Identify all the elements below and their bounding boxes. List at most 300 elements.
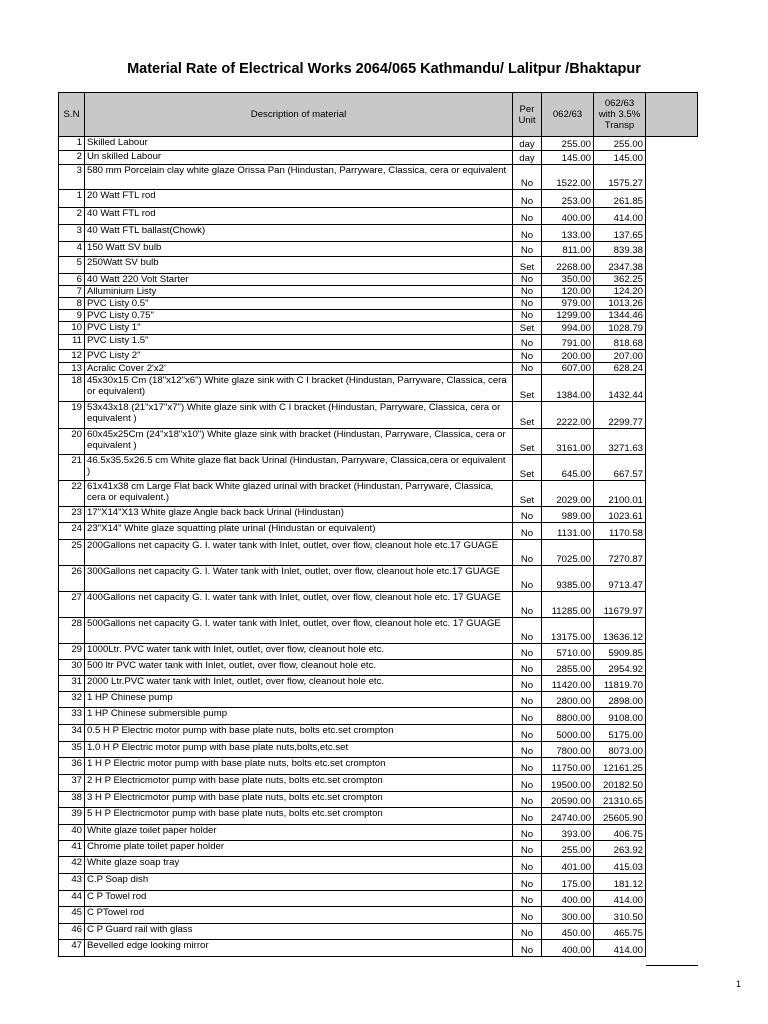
row-unit: No [513, 692, 542, 708]
row-blank [646, 566, 698, 592]
table-row [59, 841, 698, 857]
row-unit: No [513, 940, 542, 957]
row-description: 150 Watt SV bulb [85, 242, 513, 257]
table-row [59, 566, 698, 592]
row-blank [646, 692, 698, 708]
row-unit: No [513, 225, 542, 242]
row-rate: 400.00 [542, 940, 594, 957]
row-rate-transp: 9713.47 [594, 566, 646, 592]
table-row [59, 225, 698, 242]
row-unit: Set [513, 375, 542, 402]
table-row [59, 874, 698, 891]
row-rate: 3161.00 [542, 429, 594, 455]
row-description: 53x43x18 (21"x17"x7") White glaze sink with C I bracket (Hindustan, Parryware, Classica, cera or equivalent ) [85, 402, 513, 429]
row-blank [646, 242, 698, 257]
row-rate: 994.00 [542, 322, 594, 335]
row-description: 2000 Ltr.PVC water tank with Inlet, outlet, over flow, cleanout hole etc. [85, 676, 513, 692]
row-description: 500Gallons net capacity G. I. water tank with Inlet, outlet, over flow, cleanout hole etc. 17 GUAGE [85, 618, 513, 644]
row-description: 580 mm Porcelain clay white glaze Orissa Pan (Hindustan, Parryware, Classica, cera or equivalent [85, 165, 513, 190]
row-unit: No [513, 566, 542, 592]
row-unit: No [513, 335, 542, 350]
row-sn: 26 [59, 566, 85, 592]
table-row [59, 208, 698, 225]
row-sn: 47 [59, 940, 85, 957]
row-rate-transp: 1023.61 [594, 507, 646, 523]
table-row [59, 742, 698, 758]
table-row [59, 190, 698, 208]
row-rate-transp: 261.85 [594, 190, 646, 208]
row-blank [646, 775, 698, 792]
row-rate-transp: 839.38 [594, 242, 646, 257]
row-rate: 175.00 [542, 874, 594, 891]
table-row [59, 891, 698, 907]
row-sn: 12 [59, 350, 85, 363]
row-blank [646, 725, 698, 742]
row-description: PVC Listy 2" [85, 350, 513, 363]
row-blank [646, 940, 698, 957]
row-description: 20 Watt FTL rod [85, 190, 513, 208]
row-sn: 3 [59, 165, 85, 190]
row-sn: 1 [59, 190, 85, 208]
row-unit: Set [513, 429, 542, 455]
row-description: 3 H P Electricmotor pump with base plate nuts, bolts etc.set crompton [85, 792, 513, 808]
row-unit: No [513, 165, 542, 190]
row-sn: 34 [59, 725, 85, 742]
row-unit: No [513, 891, 542, 907]
row-unit: day [513, 151, 542, 165]
row-blank [646, 676, 698, 692]
row-description: PVC Listy 1.5" [85, 335, 513, 350]
row-rate: 393.00 [542, 825, 594, 841]
header-blank [646, 93, 698, 137]
row-sn: 24 [59, 523, 85, 540]
row-blank [646, 455, 698, 481]
row-rate: 791.00 [542, 335, 594, 350]
row-description: 500 ltr PVC water tank with Inlet, outlet, over flow, cleanout hole etc. [85, 660, 513, 676]
row-description: 46.5x35.5x26.5 cm White glaze flat back Urinal (Hindustan, Parryware, Classica,cera or equivalent ) [85, 455, 513, 481]
row-unit: No [513, 676, 542, 692]
row-description: C.P Soap dish [85, 874, 513, 891]
row-description: Chrome plate toilet paper holder [85, 841, 513, 857]
table-row [59, 540, 698, 566]
row-rate: 11750.00 [542, 758, 594, 775]
row-rate-transp: 5175.00 [594, 725, 646, 742]
row-sn: 18 [59, 375, 85, 402]
row-description: C P Guard rail with glass [85, 924, 513, 940]
row-blank [646, 592, 698, 618]
row-sn: 28 [59, 618, 85, 644]
row-rate: 120.00 [542, 286, 594, 298]
table-row [59, 825, 698, 841]
table-row [59, 402, 698, 429]
row-sn: 4 [59, 242, 85, 257]
table-row [59, 310, 698, 322]
row-rate-transp: 1344.46 [594, 310, 646, 322]
row-sn: 30 [59, 660, 85, 676]
row-sn: 36 [59, 758, 85, 775]
row-description: 250Watt SV bulb [85, 257, 513, 274]
row-sn: 7 [59, 286, 85, 298]
row-description: 40 Watt FTL ballast(Chowk) [85, 225, 513, 242]
row-rate: 1384.00 [542, 375, 594, 402]
row-unit: No [513, 274, 542, 286]
row-unit: No [513, 592, 542, 618]
row-sn: 39 [59, 808, 85, 825]
row-unit: No [513, 618, 542, 644]
row-description: C PTowel rod [85, 907, 513, 924]
row-rate: 253.00 [542, 190, 594, 208]
row-rate-transp: 1028.79 [594, 322, 646, 335]
row-blank [646, 808, 698, 825]
row-blank [646, 742, 698, 758]
row-rate-transp: 414.00 [594, 940, 646, 957]
row-rate-transp: 255.00 [594, 137, 646, 151]
row-description: Skilled Labour [85, 137, 513, 151]
row-blank [646, 190, 698, 208]
row-unit: No [513, 841, 542, 857]
row-blank [646, 758, 698, 775]
row-rate-transp: 628.24 [594, 363, 646, 375]
row-rate: 1299.00 [542, 310, 594, 322]
row-unit: No [513, 924, 542, 940]
row-blank [646, 924, 698, 940]
row-blank [646, 151, 698, 165]
row-rate: 5710.00 [542, 644, 594, 660]
row-blank [646, 350, 698, 363]
row-description: 400Gallons net capacity G. I. water tank with Inlet, outlet, over flow, cleanout hole etc. 17 GUAGE [85, 592, 513, 618]
row-rate: 350.00 [542, 274, 594, 286]
row-blank [646, 481, 698, 507]
header-description: Description of material [85, 93, 513, 137]
row-description: Alluminium Listy [85, 286, 513, 298]
row-sn: 11 [59, 335, 85, 350]
row-description: 1 HP Chinese submersible pump [85, 708, 513, 725]
row-unit: No [513, 523, 542, 540]
row-rate-transp: 2954.92 [594, 660, 646, 676]
row-rate-transp: 21310.65 [594, 792, 646, 808]
row-blank [646, 165, 698, 190]
row-rate: 1131.00 [542, 523, 594, 540]
row-rate-transp: 181.12 [594, 874, 646, 891]
row-blank [646, 660, 698, 676]
row-rate-transp: 5909.85 [594, 644, 646, 660]
row-description: 5 H P Electricmotor pump with base plate nuts, bolts etc.set crompton [85, 808, 513, 825]
row-sn: 20 [59, 429, 85, 455]
row-sn: 46 [59, 924, 85, 940]
table-row [59, 429, 698, 455]
row-rate: 2029.00 [542, 481, 594, 507]
table-row [59, 375, 698, 402]
row-blank [646, 402, 698, 429]
row-description: 60x45x25Cm (24"x18"x10") White glaze sink with bracket (Hindustan, Parryware, Classica, cera or equivalent ) [85, 429, 513, 455]
row-unit: Set [513, 257, 542, 274]
row-rate: 450.00 [542, 924, 594, 940]
row-sn: 45 [59, 907, 85, 924]
row-sn: 31 [59, 676, 85, 692]
row-blank [646, 907, 698, 924]
row-unit: No [513, 907, 542, 924]
row-rate: 255.00 [542, 137, 594, 151]
row-blank [646, 891, 698, 907]
header-rate: 062/63 [542, 93, 594, 137]
header-sn: S.N [59, 93, 85, 137]
row-description: Bevelled edge looking mirror [85, 940, 513, 957]
row-unit: No [513, 363, 542, 375]
table-row [59, 257, 698, 274]
row-unit: No [513, 825, 542, 841]
row-rate: 2222.00 [542, 402, 594, 429]
row-rate-transp: 9108.00 [594, 708, 646, 725]
table-row [59, 676, 698, 692]
row-sn: 38 [59, 792, 85, 808]
row-unit: No [513, 742, 542, 758]
row-blank [646, 257, 698, 274]
row-blank [646, 857, 698, 874]
row-unit: day [513, 137, 542, 151]
row-unit: No [513, 298, 542, 310]
table-row [59, 298, 698, 310]
row-rate: 400.00 [542, 891, 594, 907]
row-rate-transp: 415.03 [594, 857, 646, 874]
row-sn: 33 [59, 708, 85, 725]
row-description: PVC Listy 0.75" [85, 310, 513, 322]
row-rate-transp: 1170.58 [594, 523, 646, 540]
row-description: 45x30x15 Cm (18"x12"x6") White glaze sink with C I bracket (Hindustan, Parryware, Classica, cera or equivalent) [85, 375, 513, 402]
row-sn: 32 [59, 692, 85, 708]
row-unit: No [513, 874, 542, 891]
row-rate-transp: 362.25 [594, 274, 646, 286]
table-row [59, 644, 698, 660]
row-sn: 27 [59, 592, 85, 618]
row-blank [646, 644, 698, 660]
row-sn: 43 [59, 874, 85, 891]
row-rate: 11285.00 [542, 592, 594, 618]
row-blank [646, 322, 698, 335]
row-rate-transp: 406.75 [594, 825, 646, 841]
table-row [59, 481, 698, 507]
row-description: PVC Listy 1" [85, 322, 513, 335]
table-row [59, 618, 698, 644]
row-rate: 989.00 [542, 507, 594, 523]
row-unit: No [513, 350, 542, 363]
table-row [59, 165, 698, 190]
header-unit: Per Unit [513, 93, 542, 137]
table-row [59, 507, 698, 523]
row-rate-transp: 11819.70 [594, 676, 646, 692]
row-unit: No [513, 540, 542, 566]
table-row [59, 274, 698, 286]
row-unit: Set [513, 481, 542, 507]
row-description: 17"X14"X13 White glaze Angle back back Urinal (Hindustan) [85, 507, 513, 523]
row-rate: 8800.00 [542, 708, 594, 725]
table-row [59, 924, 698, 940]
row-unit: No [513, 808, 542, 825]
row-rate: 200.00 [542, 350, 594, 363]
page-number: 1 [736, 979, 742, 989]
table-row [59, 363, 698, 375]
table-row [59, 322, 698, 335]
row-rate-transp: 207.00 [594, 350, 646, 363]
row-sn: 35 [59, 742, 85, 758]
row-blank [646, 618, 698, 644]
row-sn: 9 [59, 310, 85, 322]
row-sn: 42 [59, 857, 85, 874]
row-rate: 2268.00 [542, 257, 594, 274]
bottom-rule [646, 965, 698, 966]
row-rate: 979.00 [542, 298, 594, 310]
row-rate: 300.00 [542, 907, 594, 924]
row-rate-transp: 25605.90 [594, 808, 646, 825]
row-rate-transp: 2898.00 [594, 692, 646, 708]
row-blank [646, 792, 698, 808]
row-rate-transp: 3271.63 [594, 429, 646, 455]
row-sn: 8 [59, 298, 85, 310]
row-blank [646, 708, 698, 725]
row-unit: No [513, 286, 542, 298]
row-rate: 13175.00 [542, 618, 594, 644]
row-blank [646, 825, 698, 841]
row-rate-transp: 818.68 [594, 335, 646, 350]
row-rate: 607.00 [542, 363, 594, 375]
row-rate: 7025.00 [542, 540, 594, 566]
row-blank [646, 298, 698, 310]
row-rate: 9385.00 [542, 566, 594, 592]
row-rate: 11420.00 [542, 676, 594, 692]
row-blank [646, 429, 698, 455]
table-row [59, 725, 698, 742]
row-rate: 401.00 [542, 857, 594, 874]
table-row [59, 660, 698, 676]
row-rate-transp: 2100.01 [594, 481, 646, 507]
table-row [59, 286, 698, 298]
row-rate: 145.00 [542, 151, 594, 165]
table-row [59, 335, 698, 350]
row-rate: 645.00 [542, 455, 594, 481]
row-rate-transp: 13636.12 [594, 618, 646, 644]
row-description: PVC Listy 0.5" [85, 298, 513, 310]
row-rate: 2800.00 [542, 692, 594, 708]
row-rate-transp: 414.00 [594, 891, 646, 907]
row-rate-transp: 263.92 [594, 841, 646, 857]
row-description: 40 Watt 220 Volt Starter [85, 274, 513, 286]
row-unit: No [513, 725, 542, 742]
row-unit: No [513, 708, 542, 725]
row-unit: Set [513, 322, 542, 335]
table-row [59, 137, 698, 151]
row-rate-transp: 667.57 [594, 455, 646, 481]
row-rate: 2855.00 [542, 660, 594, 676]
row-blank [646, 137, 698, 151]
row-unit: No [513, 775, 542, 792]
row-sn: 5 [59, 257, 85, 274]
row-sn: 21 [59, 455, 85, 481]
row-rate: 20590.00 [542, 792, 594, 808]
row-sn: 6 [59, 274, 85, 286]
row-description: Un skilled Labour [85, 151, 513, 165]
row-sn: 41 [59, 841, 85, 857]
row-unit: No [513, 507, 542, 523]
row-description: 1 H P Electric motor pump with base plate nuts, bolts etc.set crompton [85, 758, 513, 775]
row-rate-transp: 20182.50 [594, 775, 646, 792]
row-rate-transp: 7270.87 [594, 540, 646, 566]
row-blank [646, 225, 698, 242]
row-sn: 44 [59, 891, 85, 907]
row-rate: 19500.00 [542, 775, 594, 792]
row-sn: 19 [59, 402, 85, 429]
row-unit: Set [513, 455, 542, 481]
row-unit: Set [513, 402, 542, 429]
table-row [59, 692, 698, 708]
row-rate-transp: 465.75 [594, 924, 646, 940]
row-unit: No [513, 792, 542, 808]
table-body [59, 137, 698, 957]
table-row [59, 857, 698, 874]
row-unit: No [513, 660, 542, 676]
row-rate-transp: 124.20 [594, 286, 646, 298]
row-description: White glaze soap tray [85, 857, 513, 874]
table-row [59, 775, 698, 792]
row-description: 40 Watt FTL rod [85, 208, 513, 225]
table-row [59, 758, 698, 775]
row-description: 300Gallons net capacity G. I. Water tank with Inlet, outlet, over flow, cleanout hole etc.17 GUAGE [85, 566, 513, 592]
material-rate-table [58, 92, 698, 957]
table-row [59, 940, 698, 957]
row-rate-transp: 310.50 [594, 907, 646, 924]
row-unit: No [513, 190, 542, 208]
row-rate: 1522.00 [542, 165, 594, 190]
row-blank [646, 375, 698, 402]
table-row [59, 907, 698, 924]
row-unit: No [513, 857, 542, 874]
row-rate-transp: 1013.26 [594, 298, 646, 310]
row-blank [646, 286, 698, 298]
row-description: Acralic Cover 2'x2' [85, 363, 513, 375]
row-blank [646, 523, 698, 540]
table-row [59, 523, 698, 540]
row-description: White glaze toilet paper holder [85, 825, 513, 841]
row-rate: 255.00 [542, 841, 594, 857]
row-rate: 5000.00 [542, 725, 594, 742]
row-sn: 40 [59, 825, 85, 841]
row-rate-transp: 12161.25 [594, 758, 646, 775]
row-rate: 133.00 [542, 225, 594, 242]
row-blank [646, 841, 698, 857]
row-sn: 22 [59, 481, 85, 507]
row-rate: 24740.00 [542, 808, 594, 825]
row-description: 23"X14" White glaze squatting plate urinal (Hindustan or equivalent) [85, 523, 513, 540]
row-rate-transp: 11679.97 [594, 592, 646, 618]
page-title: Material Rate of Electrical Works 2064/065 Kathmandu/ Lalitpur /Bhaktapur [127, 61, 641, 77]
row-unit: No [513, 208, 542, 225]
table-header-row [59, 93, 698, 137]
row-unit: No [513, 242, 542, 257]
row-sn: 10 [59, 322, 85, 335]
row-description: 1 HP Chinese pump [85, 692, 513, 708]
row-description: 200Gallons net capacity G. I. water tank with Inlet, outlet, over flow, cleanout hole etc.17 GUAGE [85, 540, 513, 566]
row-description: C P Towel rod [85, 891, 513, 907]
row-rate-transp: 414.00 [594, 208, 646, 225]
row-sn: 3 [59, 225, 85, 242]
table-row [59, 151, 698, 165]
table-row [59, 708, 698, 725]
row-blank [646, 540, 698, 566]
row-description: 1.0 H P Electric motor pump with base plate nuts,bolts,etc.set [85, 742, 513, 758]
row-sn: 2 [59, 208, 85, 225]
row-unit: No [513, 758, 542, 775]
table-row [59, 242, 698, 257]
row-blank [646, 310, 698, 322]
row-blank [646, 363, 698, 375]
